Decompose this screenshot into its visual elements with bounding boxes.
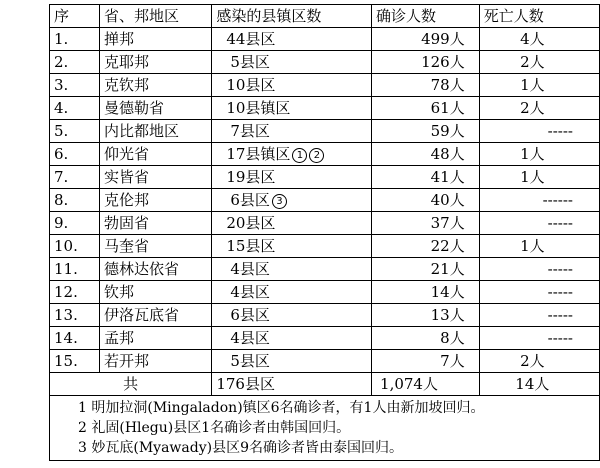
infected-towns	[212, 327, 372, 350]
region-name: 钦邦	[99, 281, 211, 304]
confirmed-cases: 40人	[372, 189, 480, 212]
deaths-count: -----	[479, 281, 599, 304]
confirmed-cases: 78人	[372, 74, 480, 97]
total-cases: 1,074人	[372, 373, 480, 396]
header-towns: 感染的县镇区数	[212, 5, 372, 28]
towns-count: 17县镇区	[226, 145, 291, 163]
infected-towns	[212, 120, 372, 143]
deaths-count: 2人	[479, 350, 599, 373]
row-number: 8.	[50, 189, 100, 212]
confirmed-cases: 14人	[372, 281, 480, 304]
infected-towns	[212, 143, 372, 166]
table-row	[50, 235, 600, 258]
region-name: 仰光省	[99, 143, 211, 166]
confirmed-cases: 7人	[372, 350, 480, 373]
covid-stats-table	[49, 4, 600, 461]
table-row	[50, 120, 600, 143]
table-row	[50, 281, 600, 304]
region-name: 克伦邦	[99, 189, 211, 212]
row-number: 14.	[50, 327, 100, 350]
region-name: 掸邦	[99, 28, 211, 51]
table-row	[50, 97, 600, 120]
covid-stats-document	[49, 4, 600, 461]
infected-towns	[212, 28, 372, 51]
row-number: 11.	[50, 258, 100, 281]
towns-count: 7县区	[230, 122, 270, 140]
confirmed-cases: 59人	[372, 120, 480, 143]
towns-count: 19县区	[226, 168, 276, 186]
footnote: 2 礼固(Hlegu)县区1名确诊者由韩国回归。	[78, 420, 351, 436]
row-number: 10.	[50, 235, 100, 258]
towns-count: 6县区	[230, 306, 270, 324]
total-row	[50, 373, 600, 396]
header-no: 序	[50, 5, 100, 28]
towns-count: 10县区	[226, 76, 276, 94]
table-row	[50, 327, 600, 350]
infected-towns	[212, 258, 372, 281]
deaths-count: 1人	[479, 143, 599, 166]
footnotes	[50, 396, 600, 461]
row-number: 9.	[50, 212, 100, 235]
total-label: 共	[50, 373, 212, 396]
row-number: 4.	[50, 97, 100, 120]
deaths-count: -----	[479, 120, 599, 143]
table-row	[50, 143, 600, 166]
region-name: 孟邦	[99, 327, 211, 350]
deaths-count: 1人	[479, 74, 599, 97]
infected-towns	[212, 304, 372, 327]
deaths-count: 2人	[479, 97, 599, 120]
region-name: 若开邦	[99, 350, 211, 373]
infected-towns	[212, 189, 372, 212]
region-name: 勃固省	[99, 212, 211, 235]
confirmed-cases: 22人	[372, 235, 480, 258]
row-number: 15.	[50, 350, 100, 373]
deaths-count: -----	[479, 327, 599, 350]
confirmed-cases: 8人	[372, 327, 480, 350]
table-row	[50, 74, 600, 97]
table-row	[50, 166, 600, 189]
deaths-count: 1人	[479, 166, 599, 189]
row-number: 12.	[50, 281, 100, 304]
total-towns: 176县区	[212, 373, 372, 396]
footnote-marker: 1	[292, 148, 307, 163]
header-cases: 确诊人数	[372, 5, 480, 28]
towns-count: 4县区	[230, 329, 270, 347]
region-name: 伊洛瓦底省	[99, 304, 211, 327]
towns-count: 20县区	[226, 214, 276, 232]
infected-towns	[212, 235, 372, 258]
footnote-marker: 2	[309, 148, 324, 163]
confirmed-cases: 48人	[372, 143, 480, 166]
confirmed-cases: 21人	[372, 258, 480, 281]
towns-count: 44县区	[226, 30, 276, 48]
towns-count: 6县区	[230, 191, 270, 209]
infected-towns	[212, 74, 372, 97]
towns-count: 5县区	[230, 352, 270, 370]
footnote-marker: 3	[272, 194, 287, 209]
row-number: 7.	[50, 166, 100, 189]
region-name: 马奎省	[99, 235, 211, 258]
deaths-count: 4人	[479, 28, 599, 51]
deaths-count: -----	[479, 258, 599, 281]
row-number: 13.	[50, 304, 100, 327]
region-name: 内比都地区	[99, 120, 211, 143]
table-row	[50, 51, 600, 74]
infected-towns	[212, 350, 372, 373]
infected-towns	[212, 51, 372, 74]
footnote: 3 妙瓦底(Myawady)县区9名确诊者皆由泰国回归。	[78, 440, 403, 456]
deaths-count: -----	[479, 212, 599, 235]
confirmed-cases: 61人	[372, 97, 480, 120]
deaths-count: -----	[479, 304, 599, 327]
row-number: 6.	[50, 143, 100, 166]
confirmed-cases: 126人	[372, 51, 480, 74]
footnote: 1 明加拉洞(Mingaladon)镇区6名确诊者，有1人由新加坡回归。	[78, 400, 485, 416]
table-row	[50, 212, 600, 235]
row-number: 3.	[50, 74, 100, 97]
confirmed-cases: 13人	[372, 304, 480, 327]
notes-row	[50, 396, 600, 461]
infected-towns	[212, 212, 372, 235]
infected-towns	[212, 281, 372, 304]
row-number: 2.	[50, 51, 100, 74]
header-row	[50, 5, 600, 28]
header-deaths: 死亡人数	[479, 5, 599, 28]
table-row	[50, 28, 600, 51]
towns-count: 4县区	[230, 283, 270, 301]
region-name: 克钦邦	[99, 74, 211, 97]
deaths-count: 2人	[479, 51, 599, 74]
region-name: 实皆省	[99, 166, 211, 189]
region-name: 克耶邦	[99, 51, 211, 74]
header-region: 省、邦地区	[99, 5, 211, 28]
towns-count: 5县区	[230, 53, 270, 71]
table-row	[50, 304, 600, 327]
deaths-count: 1人	[479, 235, 599, 258]
table-row	[50, 258, 600, 281]
infected-towns	[212, 166, 372, 189]
confirmed-cases: 37人	[372, 212, 480, 235]
region-name: 德林达依省	[99, 258, 211, 281]
deaths-count: ------	[479, 189, 599, 212]
infected-towns	[212, 97, 372, 120]
towns-count: 10县镇区	[226, 99, 291, 117]
row-number: 5.	[50, 120, 100, 143]
towns-count: 4县区	[230, 260, 270, 278]
region-name: 曼德勒省	[99, 97, 211, 120]
table-row	[50, 350, 600, 373]
confirmed-cases: 499人	[372, 28, 480, 51]
row-number: 1.	[50, 28, 100, 51]
towns-count: 15县区	[226, 237, 276, 255]
confirmed-cases: 41人	[372, 166, 480, 189]
total-deaths: 14人	[479, 373, 599, 396]
table-row	[50, 189, 600, 212]
